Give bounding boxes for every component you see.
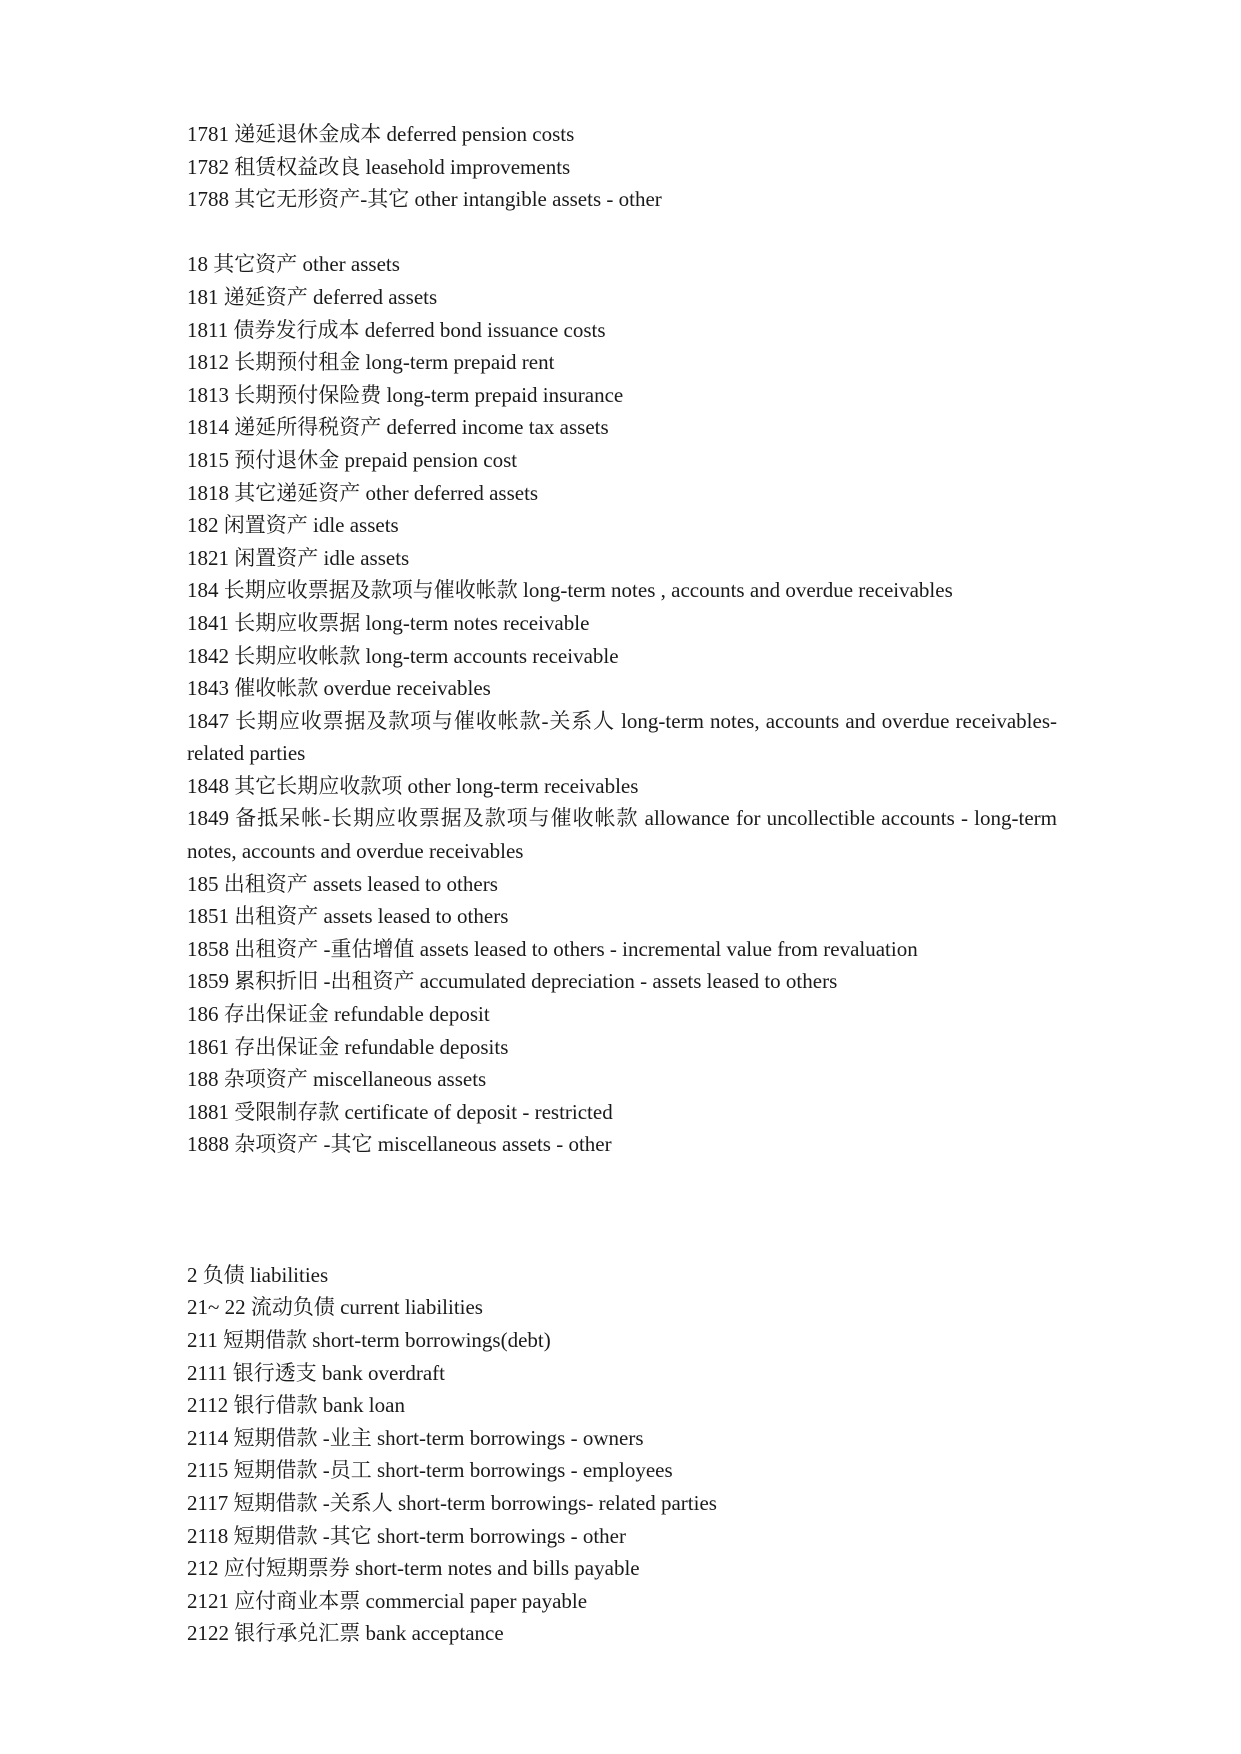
entry-186: 186 存出保证金 refundable deposit: [187, 1002, 490, 1027]
entry-1821: 1821 闲置资产 idle assets: [187, 545, 410, 570]
entry-2115: 2115 短期借款 -员工 short-term borrowings - employees: [187, 1458, 673, 1483]
entry-1847: 1847 长期应收票据及款项与催收帐款-关系人 long-term notes, accounts and overdue receivables- related parties: [187, 708, 1057, 766]
blank-line: [187, 216, 1057, 249]
entry-2117: 2117 短期借款 -关系人 short-term borrowings- related parties: [187, 1490, 717, 1515]
entry-1881: 1881 受限制存款 certificate of deposit - restricted: [187, 1099, 613, 1124]
entry-18: 18 其它资产 other assets: [187, 252, 400, 277]
entry-212: 212 应付短期票券 short-term notes and bills payable: [187, 1556, 640, 1581]
entry-1788: 1788 其它无形资产-其它 other intangible assets - other: [187, 187, 662, 212]
entry-1851: 1851 出租资产 assets leased to others: [187, 904, 509, 929]
entry-2111: 2111 银行透支 bank overdraft: [187, 1360, 445, 1385]
entry-1858: 1858 出租资产 -重估增值 assets leased to others - incremental value from revaluation: [187, 936, 918, 961]
entry-1848: 1848 其它长期应收款项 other long-term receivables: [187, 773, 639, 798]
document-page: [187, 118, 1057, 1650]
entry-1782: 1782 租赁权益改良 leasehold improvements: [187, 154, 571, 179]
entry-2114: 2114 短期借款 -业主 short-term borrowings - owners: [187, 1425, 644, 1450]
entry-188: 188 杂项资产 miscellaneous assets: [187, 1067, 487, 1092]
entry-181: 181 递延资产 deferred assets: [187, 284, 438, 309]
entry-1859: 1859 累积折旧 -出租资产 accumulated depreciation - assets leased to others: [187, 969, 838, 994]
entry-211: 211 短期借款 short-term borrowings(debt): [187, 1327, 551, 1352]
entry-1814: 1814 递延所得税资产 deferred income tax assets: [187, 415, 609, 440]
entry-1842: 1842 长期应收帐款 long-term accounts receivable: [187, 643, 619, 668]
entry-1781: 1781 递延退休金成本 deferred pension costs: [187, 122, 575, 146]
entry-182: 182 闲置资产 idle assets: [187, 513, 399, 538]
entry-2112: 2112 银行借款 bank loan: [187, 1393, 405, 1418]
entry-1843: 1843 催收帐款 overdue receivables: [187, 676, 491, 701]
entry-1818: 1818 其它递延资产 other deferred assets: [187, 480, 539, 505]
entry-1849: 1849 备抵呆帐-长期应收票据及款项与催收帐款 allowance for uncollectible accounts - long-term notes, accounts and overdue receivables: [187, 806, 1057, 864]
entry-1812: 1812 长期预付租金 long-term prepaid rent: [187, 350, 555, 375]
entry-1841: 1841 长期应收票据 long-term notes receivable: [187, 610, 590, 635]
entry-1888: 1888 杂项资产 -其它 miscellaneous assets - other: [187, 1132, 612, 1157]
entry-1815: 1815 预付退休金 prepaid pension cost: [187, 447, 518, 472]
entry-2121: 2121 应付商业本票 commercial paper payable: [187, 1588, 588, 1613]
entry-185: 185 出租资产 assets leased to others: [187, 871, 498, 896]
blank-lines: [187, 1161, 1057, 1259]
entry-1861: 1861 存出保证金 refundable deposits: [187, 1034, 509, 1059]
entry-2118: 2118 短期借款 -其它 short-term borrowings - other: [187, 1523, 626, 1548]
entry-1811: 1811 债券发行成本 deferred bond issuance costs: [187, 317, 606, 342]
entry-2: 2 负债 liabilities: [187, 1262, 329, 1287]
entry-1813: 1813 长期预付保险费 long-term prepaid insurance: [187, 382, 624, 407]
entry-184: 184 长期应收票据及款项与催收帐款 long-term notes , accounts and overdue receivables: [187, 578, 953, 603]
entry-21-22: 21~ 22 流动负债 current liabilities: [187, 1295, 483, 1320]
entry-2122: 2122 银行承兑汇票 bank acceptance: [187, 1621, 504, 1646]
